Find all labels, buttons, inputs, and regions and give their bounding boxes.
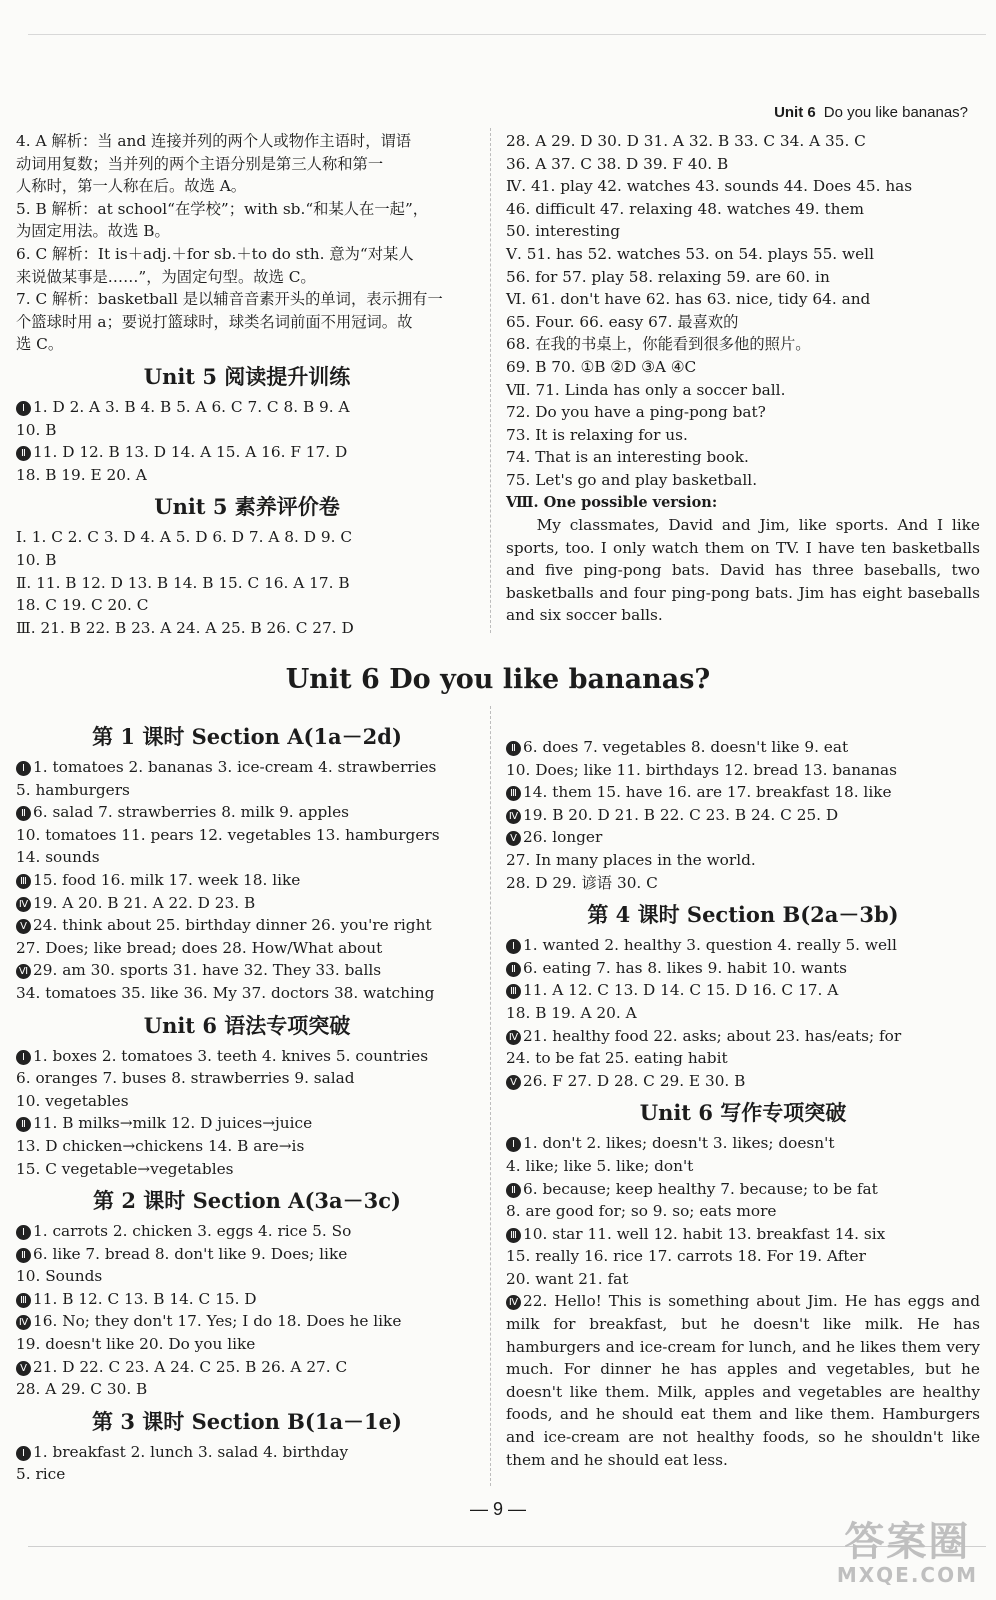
part-marker: Ⅴ — [506, 1075, 521, 1090]
answer-line: 6. C 解析：It is＋adj.＋for sb.＋to do sth. 意为“对某人 — [16, 244, 414, 263]
section-heading: Unit 5 素养评价卷 — [154, 494, 340, 520]
answer-text: 19. B 20. D 21. B 22. C 23. B 24. C 25. D — [523, 805, 839, 824]
answer-line: Ⅱ 11. D 12. B 13. D 14. A 15. A 16. F 17. D — [16, 441, 478, 464]
answer-line — [16, 1243, 478, 1266]
answer-line — [16, 1463, 478, 1486]
part-marker: Ⅴ — [16, 919, 31, 934]
answer-line: 5. B 解析：at school“在学校”；with sb.“和某人在一起”， — [16, 199, 429, 218]
answer-line: Ⅰ 1. D 2. A 3. B 4. B 5. A 6. C 7. C 8. B 9. A — [16, 396, 478, 419]
part-marker: Ⅳ — [506, 1295, 521, 1310]
answer-text: 27. In many places in the world. — [506, 850, 756, 869]
answer-line — [16, 1310, 478, 1333]
answer-text: 14. them 15. have 16. are 17. breakfast 18. like — [523, 783, 892, 802]
part-marker: Ⅳ — [506, 1030, 521, 1045]
answer-text: 6. oranges 7. buses 8. strawberries 9. salad — [16, 1069, 355, 1088]
answer-text: 19. A 20. B 21. A 22. D 23. B — [33, 893, 256, 912]
answer-line: 动词用复数；当并列的两个主语分别是第三人称和第一 — [16, 154, 384, 173]
section-heading: 第 4 课时 Section B(2a－3b) — [587, 902, 899, 928]
answer-line: Ⅴ. 51. has 52. watches 53. on 54. plays 55. well — [506, 244, 874, 263]
watermark-text: 答案圈 — [844, 1519, 971, 1565]
answer-text: 24. to be fat 25. eating habit — [506, 1049, 728, 1068]
page-number: — 9 — — [469, 1499, 526, 1519]
answer-line — [506, 1002, 980, 1025]
answer-line: 50. interesting — [506, 222, 621, 241]
answer-text: 10. Does; like 11. birthdays 12. bread 13. bananas — [506, 760, 898, 779]
watermark-url: MXQE.COM — [836, 1563, 978, 1587]
part-marker: Ⅴ — [506, 831, 521, 846]
answer-text: 28. D 29. 谚语 30. C — [506, 873, 658, 892]
answer-text: 16. No; they don't 17. Yes; I do 18. Does he like — [33, 1312, 402, 1331]
bottom-right-column — [506, 736, 980, 1471]
part-marker: Ⅰ — [16, 1050, 31, 1065]
answer-line — [506, 934, 980, 957]
answer-line — [506, 872, 980, 895]
answer-line — [506, 1245, 980, 1268]
answer-line: 10. B — [16, 550, 57, 569]
answer-line — [506, 826, 980, 849]
answer-text: 4. like; like 5. like; don't — [506, 1156, 694, 1175]
answer-line — [16, 1220, 478, 1243]
bottom-left-column — [16, 722, 478, 1486]
answer-line — [16, 846, 478, 869]
answer-text: 14. sounds — [16, 848, 100, 867]
answer-text: 20. want 21. fat — [506, 1269, 629, 1288]
answer-text: 15. C vegetable→vegetables — [16, 1159, 234, 1178]
answer-text: 27. Does; like bread; does 28. How/What about — [16, 938, 383, 957]
answer-line: 69. B 70. ①B ②D ③A ④C — [506, 357, 697, 376]
answer-line — [16, 756, 478, 779]
answer-line: Ⅲ. 21. B 22. B 23. A 24. A 25. B 26. C 27. D — [16, 618, 354, 637]
part-marker: Ⅱ — [16, 806, 31, 821]
answer-text: 15. food 16. milk 17. week 18. like — [33, 870, 301, 889]
answer-line: 18. C 19. C 20. C — [16, 596, 149, 615]
answer-line — [506, 759, 980, 782]
answer-line — [506, 1132, 980, 1155]
part-marker: Ⅰ — [16, 1446, 31, 1461]
lesson1-answers — [16, 756, 478, 1005]
answer-line: 72. Do you have a ping-pong bat? — [506, 403, 766, 422]
answer-line: 46. difficult 47. relaxing 48. watches 49. them — [506, 199, 865, 218]
answer-line — [506, 957, 980, 980]
answer-text: 10. tomatoes 11. pears 12. vegetables 13. hamburgers — [16, 825, 440, 844]
answer-line — [506, 1047, 980, 1070]
answer-line — [16, 801, 478, 824]
answer-line — [506, 1070, 980, 1093]
answer-line — [16, 1378, 478, 1401]
answer-text: 1. boxes 2. tomatoes 3. teeth 4. knives 5. countries — [33, 1046, 429, 1065]
answer-line — [16, 892, 478, 915]
answer-line: 18. B 19. E 20. A — [16, 465, 147, 484]
lesson2-answers — [16, 1220, 478, 1401]
part-marker: Ⅱ — [16, 1248, 31, 1263]
grammar-answers — [16, 1045, 478, 1181]
answer-text: 1. wanted 2. healthy 3. question 4. really 5. well — [523, 936, 897, 955]
part-marker: Ⅲ — [16, 874, 31, 889]
answer-line — [16, 824, 478, 847]
answer-line: 10. B — [16, 420, 57, 439]
answer-line: 68. 在我的书桌上，你能看到很多他的照片。 — [506, 335, 811, 354]
answer-text: 6. does 7. vegetables 8. doesn't like 9. eat — [523, 738, 849, 756]
answer-text: 24. think about 25. birthday dinner 26. you're right — [33, 916, 432, 935]
lesson3-answers-continued — [506, 736, 980, 894]
top-left-column — [16, 130, 478, 639]
answer-line: 36. A 37. C 38. D 39. F 40. B — [506, 154, 729, 173]
answer-text: 10. star 11. well 12. habit 13. breakfast 14. six — [523, 1224, 886, 1243]
part-marker: Ⅳ — [16, 1315, 31, 1330]
answer-text: 5. rice — [16, 1465, 66, 1484]
answer-text: 5. hamburgers — [16, 780, 130, 799]
section-heading: 第 3 课时 Section B(1a－1e) — [92, 1408, 402, 1434]
answer-text: 11. A 12. C 13. D 14. C 15. D 16. C 17. A — [523, 981, 839, 1000]
answer-line: 为固定用法。故选 B。 — [16, 222, 170, 241]
answer-line — [506, 849, 980, 872]
answer-text: 13. D chicken→chickens 14. B are→is — [16, 1136, 305, 1155]
writing-essay: Ⅳ 22. Hello! This is something about Jim. He has eggs and milk for breakfast, but he doesn't like milk. He has hamburgers and ice-cream for lunch, and he likes them very much. For dinner he has apples and vegetables, but he doesn't like them. Milk, apples and vegetables are healthy foods, and he should eat them and like them. Hamburgers and ice-cream are not healthy foods, so he shouldn't like them and he should eat less. — [506, 1292, 980, 1469]
answer-line — [506, 1223, 980, 1246]
answer-line — [16, 914, 478, 937]
part-marker: Ⅱ — [506, 1183, 521, 1198]
answer-line — [16, 1045, 478, 1068]
unit-title: Unit 6 Do you like bananas? — [285, 664, 711, 695]
answer-line — [16, 1158, 478, 1181]
lesson4-answers — [506, 934, 980, 1092]
part-marker: Ⅱ — [16, 1117, 31, 1132]
answer-line: 65. Four. 66. easy 67. 最喜欢的 — [506, 312, 739, 331]
answer-line — [16, 1333, 478, 1356]
answer-text: 21. D 22. C 23. A 24. C 25. B 26. A 27. C — [33, 1357, 348, 1376]
answer-line — [16, 1288, 478, 1311]
answer-text: 28. A 29. C 30. B — [16, 1380, 148, 1399]
answer-line: 75. Let's go and play basketball. — [506, 470, 758, 489]
answer-text: 29. am 30. sports 31. have 32. They 33. balls — [33, 961, 382, 980]
answer-line: Ⅰ. 1. C 2. C 3. D 4. A 5. D 6. D 7. A 8. D 9. C — [16, 528, 353, 547]
answer-line: 74. That is an interesting book. — [506, 448, 749, 467]
answer-text: 1. carrots 2. chicken 3. eggs 4. rice 5. So — [33, 1222, 352, 1241]
answer-text: 11. B milks→milk 12. D juices→juice — [33, 1114, 313, 1133]
part-marker: Ⅴ — [16, 1361, 31, 1376]
answer-line — [506, 781, 980, 804]
answer-text: 1. breakfast 2. lunch 3. salad 4. birthday — [33, 1442, 349, 1461]
part-marker: Ⅰ — [16, 761, 31, 776]
top-rule — [28, 34, 986, 35]
answer-text: 34. tomatoes 35. like 36. My 37. doctors 38. watching — [16, 983, 435, 1002]
part-marker: Ⅰ — [16, 401, 31, 416]
answer-line — [506, 1200, 980, 1223]
answer-text: 6. eating 7. has 8. likes 9. habit 10. wants — [523, 958, 847, 977]
answer-line: 来说做某事是……”，为固定句型。故选 C。 — [16, 267, 316, 286]
column-divider-bottom — [490, 706, 491, 1486]
answer-line: Ⅱ. 11. B 12. D 13. B 14. B 15. C 16. A 17. B — [16, 573, 350, 592]
running-head-unit: Unit 6 — [774, 104, 816, 121]
answer-line — [16, 1090, 478, 1113]
answer-text: 8. are good for; so 9. so; eats more — [506, 1202, 777, 1221]
answer-text: 1. don't 2. likes; doesn't 3. likes; doesn't — [523, 1134, 835, 1153]
writing-answers — [506, 1132, 980, 1290]
answer-text: 26. F 27. D 28. C 29. E 30. B — [523, 1071, 746, 1090]
section-heading: Unit 5 阅读提升训练 — [143, 363, 351, 389]
part-marker: Ⅰ — [16, 1225, 31, 1240]
answer-text: 1. tomatoes 2. bananas 3. ice-cream 4. strawberries — [33, 758, 437, 776]
answer-line — [16, 1067, 478, 1090]
answer-line — [506, 1025, 980, 1048]
answer-line: Ⅳ. 41. play 42. watches 43. sounds 44. Does 45. has — [506, 177, 913, 196]
answer-line — [506, 1178, 980, 1201]
part-marker: Ⅰ — [506, 939, 521, 954]
answer-line — [16, 1441, 478, 1464]
section-heading: Unit 6 写作专项突破 — [639, 1100, 847, 1126]
answer-text: 19. doesn't like 20. Do you like — [16, 1335, 256, 1354]
sample-essay: My classmates, David and Jim, like sports. And I like sports, too. I only watch them on TV. I have ten basketballs and five ping-pong bats. David has three baseballs, two basketballs and four ping-pong bats. Jim has eight baseballs and six soccer balls. — [506, 516, 980, 625]
running-head — [774, 104, 968, 121]
part-marker: Ⅵ — [16, 964, 31, 979]
answer-line — [16, 1265, 478, 1288]
answer-line — [506, 1268, 980, 1291]
answer-line: 56. for 57. play 58. relaxing 59. are 60. in — [506, 267, 830, 286]
answer-text: 10. Sounds — [16, 1267, 103, 1286]
answer-line — [16, 982, 478, 1005]
answer-line: Ⅵ. 61. don't have 62. has 63. nice, tidy 64. and — [506, 290, 871, 309]
answer-line — [16, 1112, 478, 1135]
answer-text: 21. healthy food 22. asks; about 23. has/eats; for — [523, 1026, 902, 1045]
answer-line: 28. A 29. D 30. D 31. A 32. B 33. C 34. A 35. C — [506, 132, 866, 150]
lesson3-answers — [16, 1441, 478, 1486]
section-heading: Unit 6 语法专项突破 — [143, 1012, 351, 1038]
part-marker: Ⅰ — [506, 1137, 521, 1152]
answer-line — [506, 736, 980, 759]
part-marker: Ⅱ — [16, 446, 31, 461]
part-marker: Ⅲ — [16, 1293, 31, 1308]
answer-text: 6. because; keep healthy 7. because; to be fat — [523, 1179, 878, 1198]
part-marker: Ⅲ — [506, 984, 521, 999]
answer-text: 11. B 12. C 13. B 14. C 15. D — [33, 1289, 257, 1308]
answer-line: 个篮球时用 a；要说打篮球时，球类名词前面不用冠词。故 — [16, 312, 413, 331]
answer-line: 7. C 解析：basketball 是以辅音音素开头的单词，表示拥有一 — [16, 290, 443, 309]
top-right-column — [506, 130, 980, 627]
part-marker: Ⅳ — [506, 809, 521, 824]
answer-line — [506, 804, 980, 827]
answer-line: Ⅷ. One possible version: — [506, 493, 718, 511]
answer-line — [16, 959, 478, 982]
answer-line — [16, 1356, 478, 1379]
part-marker: Ⅲ — [506, 786, 521, 801]
answer-text: 10. vegetables — [16, 1091, 129, 1110]
answer-line — [16, 779, 478, 802]
answer-line: Ⅶ. 71. Linda has only a soccer ball. — [506, 380, 786, 399]
answer-line: 4. A 解析：当 and 连接并列的两个人或物作主语时，谓语 — [16, 132, 412, 150]
answer-text: 26. longer — [523, 828, 603, 847]
section-heading: 第 1 课时 Section A(1a－2d) — [92, 724, 402, 749]
answer-line: 选 C。 — [16, 335, 64, 354]
watermark-logo — [837, 1510, 978, 1587]
answer-line — [16, 937, 478, 960]
part-marker: Ⅳ — [16, 897, 31, 912]
running-head-title: Do you like bananas? — [823, 104, 968, 121]
answer-line — [506, 1155, 980, 1178]
answer-line: 73. It is relaxing for us. — [506, 425, 688, 444]
part-marker: Ⅱ — [506, 962, 521, 977]
answer-line — [16, 1135, 478, 1158]
answer-line — [16, 869, 478, 892]
section-heading: 第 2 课时 Section A(3a－3c) — [93, 1188, 401, 1214]
answer-text: 15. really 16. rice 17. carrots 18. For 19. After — [506, 1247, 866, 1266]
answer-text: 18. B 19. A 20. A — [506, 1003, 637, 1022]
answer-line — [506, 979, 980, 1002]
part-marker: Ⅱ — [506, 741, 521, 756]
part-marker: Ⅲ — [506, 1228, 521, 1243]
answer-text: 6. like 7. bread 8. don't like 9. Does; like — [33, 1244, 348, 1263]
answer-text: 6. salad 7. strawberries 8. milk 9. apples — [33, 803, 350, 822]
column-divider-top — [490, 128, 491, 633]
answer-line: 人称时，第一人称在后。故选 A。 — [16, 177, 247, 196]
